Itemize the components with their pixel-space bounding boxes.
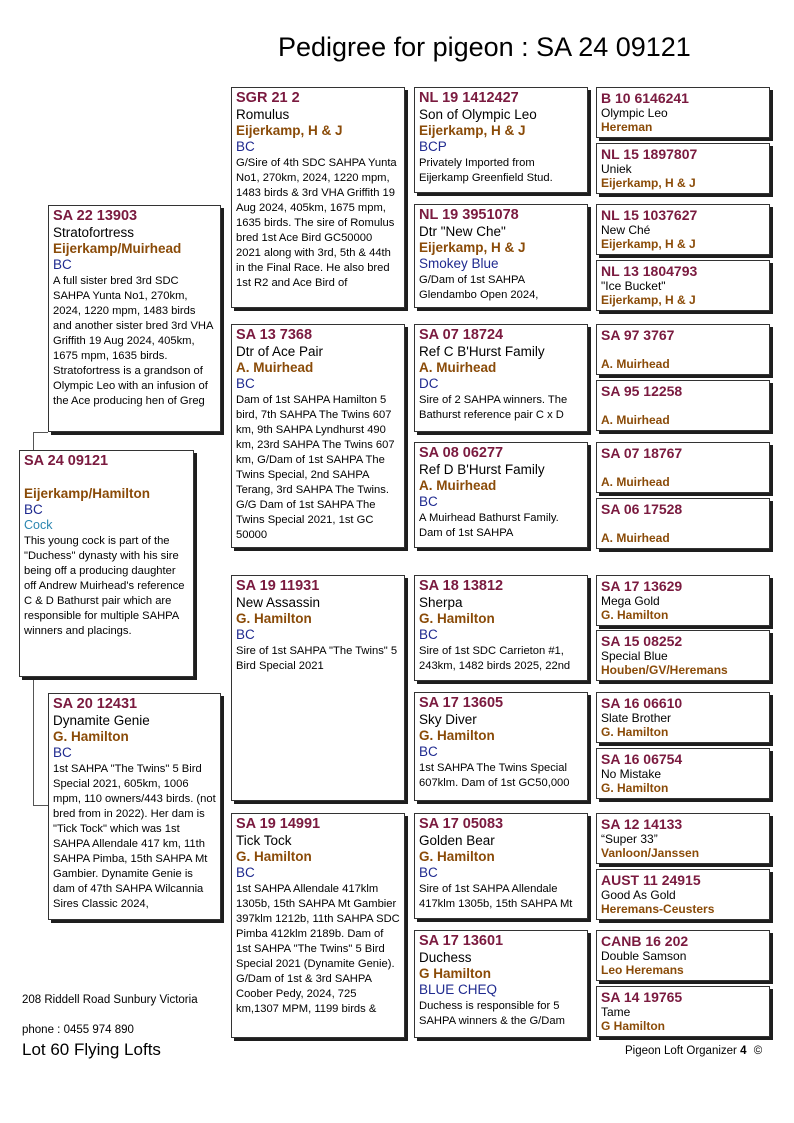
- ring-number: SA 13 7368: [236, 327, 313, 343]
- color: BCP: [419, 139, 447, 154]
- ring-number: NL 19 3951078: [419, 207, 519, 223]
- ring-number: SA 18 13812: [419, 578, 504, 594]
- subject-pigeon-card[interactable]: [19, 450, 194, 677]
- pigeon-name: Good As Gold: [601, 888, 676, 902]
- gen4-card-5[interactable]: [596, 324, 770, 375]
- ring-number: SA 97 3767: [601, 327, 675, 343]
- sds-card[interactable]: [414, 324, 588, 432]
- pigeon-name: Special Blue: [601, 649, 668, 663]
- breeder: Leo Heremans: [601, 963, 684, 977]
- ring-number: B 10 6146241: [601, 90, 689, 106]
- phone: phone : 0455 974 890: [22, 1024, 134, 1036]
- pigeon-name: [24, 470, 189, 486]
- pigeon-name: [601, 461, 765, 475]
- breeder: Eijerkamp, H & J: [601, 176, 696, 190]
- sdd-card[interactable]: [414, 442, 588, 548]
- ring-number: AUST 11 24915: [601, 872, 701, 888]
- page-number: 4: [740, 1045, 747, 1057]
- address: 208 Riddell Road Sunbury Victoria: [22, 994, 198, 1006]
- color: BLUE CHEQ: [419, 982, 498, 997]
- breeder: G. Hamilton: [236, 849, 312, 864]
- pigeon-name: Golden Bear: [419, 833, 495, 848]
- ring-number: SA 19 14991: [236, 816, 321, 832]
- gen4-card-12[interactable]: [596, 748, 770, 799]
- ring-number: SA 24 09121: [24, 453, 109, 469]
- gen4-card-10[interactable]: [596, 630, 770, 681]
- dam-card[interactable]: [48, 693, 221, 920]
- ring-number: SA 06 17528: [601, 501, 683, 517]
- notes: A Muirhead Bathurst Family. Dam of 1st SAHPA: [419, 512, 559, 539]
- ring-number: SA 16 06610: [601, 695, 683, 711]
- sire-dam-card[interactable]: [231, 324, 405, 548]
- gen4-card-14[interactable]: [596, 869, 770, 920]
- pigeon-name: Double Samson: [601, 949, 687, 963]
- breeder: G. Hamilton: [601, 608, 669, 622]
- gen4-card-13[interactable]: [596, 813, 770, 864]
- color: BC: [419, 494, 438, 509]
- notes: 1st SAHPA "The Twins" 5 Bird Special 2021, 605km, 1006 mpm, 110 owners/443 birds. (not bred from in 2022). Her dam is "Tick Tock" which was 1st SAHPA Allendale 417 km, 11th SAHPA Pimba, 15th SAHPA Mt Gambier. Dynamite Genie is dam of 47th SAHPA Wilcannia Sires Classic 2024,: [53, 763, 216, 910]
- notes: G/Dam of 1st SAHPA Glendambo Open 2024,: [419, 274, 539, 301]
- pigeon-name: Olympic Leo: [601, 106, 668, 120]
- color: BC: [236, 139, 255, 154]
- breeder: Hereman: [601, 120, 653, 134]
- color: BC: [53, 745, 72, 760]
- ring-number: NL 15 1037627: [601, 207, 698, 223]
- notes: G/Sire of 4th SDC SAHPA Yunta No1, 270km, 2024, 1220 mpm, 1483 birds & 3rd VHA Griffith 19 Aug 2024, 405km, 1675 mpm, 1635 birds. The sire of Romulus bred 1st Ace Bird GC50000 2021 along with 3rd, 5th & 44th in the Final Race. He also bred 1st R2 and Ace Bird of: [236, 157, 397, 289]
- breeder: Heremans-Ceusters: [601, 902, 715, 916]
- tree-line-sire-h: [33, 432, 48, 433]
- pigeon-name: Romulus: [236, 107, 290, 122]
- pigeon-name: "Ice Bucket": [601, 279, 666, 293]
- breeder: G. Hamilton: [601, 725, 669, 739]
- ring-number: SA 14 19765: [601, 989, 683, 1005]
- sire-sire-card[interactable]: [231, 87, 405, 308]
- breeder: A. Muirhead: [601, 531, 670, 545]
- sss-card[interactable]: [414, 87, 588, 193]
- notes: Sire of 1st SAHPA Allendale 417klm 1305b, 15th SAHPA Mt: [419, 883, 573, 910]
- notes: 1st SAHPA Allendale 417klm 1305b, 15th SAHPA Mt Gambier 397klm 1212b, 11th SAHPA SDC Pimba 412klm 2189b. Dam of 1st SAHPA "The Twins" 5 Bird Special 2021 (Dynamite Genie). G/Dam of 1st & 3rd SAHPA Coober Pedy, 2024, 725 km,1307 MPM, 1199 birds &: [236, 883, 400, 1015]
- dam-sire-card[interactable]: [231, 575, 405, 801]
- ring-number: SGR 21 2: [236, 90, 300, 106]
- gen4-card-2[interactable]: [596, 143, 770, 194]
- pigeon-name: Ref D B'Hurst Family: [419, 462, 545, 477]
- notes: Privately Imported from Eijerkamp Greenfield Stud.: [419, 157, 553, 184]
- tree-line-dam-h: [33, 805, 48, 806]
- pigeon-name: Dtr of Ace Pair: [236, 344, 324, 359]
- color: DC: [419, 376, 439, 391]
- ring-number: SA 17 05083: [419, 816, 504, 832]
- pigeon-name: No Mistake: [601, 767, 662, 781]
- pigeon-name: Slate Brother: [601, 711, 672, 725]
- ring-number: SA 16 06754: [601, 751, 683, 767]
- gen4-card-1[interactable]: [596, 87, 770, 138]
- breeder: G. Hamilton: [419, 849, 495, 864]
- color: BC: [419, 627, 438, 642]
- breeder: Eijerkamp, H & J: [236, 123, 343, 138]
- color: BC: [419, 744, 438, 759]
- tree-line-dam: [33, 677, 34, 805]
- pigeon-name: Uniek: [601, 162, 632, 176]
- color: Smokey Blue: [419, 256, 499, 271]
- ring-number: SA 17 13605: [419, 695, 504, 711]
- ssd-card[interactable]: [414, 204, 588, 308]
- breeder: Eijerkamp/Muirhead: [53, 241, 182, 256]
- gen4-card-16[interactable]: [596, 986, 770, 1037]
- color: BC: [236, 865, 255, 880]
- ring-number: SA 12 14133: [601, 816, 683, 832]
- notes: Sire of 1st SDC Carrieton #1, 243km, 1482 birds 2025, 22nd: [419, 645, 571, 672]
- ring-number: SA 17 13601: [419, 933, 504, 949]
- ring-number: SA 20 12431: [53, 696, 138, 712]
- ring-number: SA 19 11931: [236, 578, 320, 594]
- breeder: Houben/GV/Heremans: [601, 663, 728, 677]
- ring-number: SA 22 13903: [53, 208, 138, 224]
- ring-number: SA 17 13629: [601, 578, 683, 594]
- dsd-card[interactable]: [414, 692, 588, 801]
- pigeon-name: Tick Tock: [236, 833, 292, 848]
- ring-number: SA 95 12258: [601, 383, 683, 399]
- ring-number: SA 07 18724: [419, 327, 504, 343]
- gen4-card-7[interactable]: [596, 442, 770, 493]
- pigeon-name: Tame: [601, 1005, 631, 1019]
- page-title: Pedigree for pigeon : SA 24 09121: [278, 32, 691, 62]
- sex: Cock: [24, 518, 53, 532]
- color: BC: [24, 502, 43, 517]
- ring-number: NL 15 1897807: [601, 146, 698, 162]
- pigeon-name: Sky Diver: [419, 712, 477, 727]
- breeder: G Hamilton: [601, 1019, 666, 1033]
- notes: Dam of 1st SAHPA Hamilton 5 bird, 7th SAHPA The Twins 607 km, 9th SAHPA Lyndhurst 490 km, 23rd SAHPA The Twins 607 km, G/Dam of 1st SAHPA The Twins Special, 2nd SAHPA Terang, 3rd SAHPA The Twins. G/G Dam of 1st SAHPA The Twins Special 2021, 1st GC 50000: [236, 394, 395, 541]
- breeder: Eijerkamp, H & J: [419, 240, 526, 255]
- breeder: G. Hamilton: [236, 611, 312, 626]
- sire-card[interactable]: [48, 205, 221, 432]
- notes: Sire of 2 SAHPA winners. The Bathurst reference pair C x D: [419, 394, 568, 421]
- gen4-card-8[interactable]: [596, 498, 770, 549]
- tree-line-sire: [33, 432, 34, 450]
- gen4-card-15[interactable]: [596, 930, 770, 981]
- pigeon-name: Dtr "New Che": [419, 224, 506, 239]
- color: BC: [236, 627, 255, 642]
- breeder: G. Hamilton: [419, 728, 495, 743]
- pigeon-name: [601, 343, 765, 357]
- ddd-card[interactable]: [414, 930, 588, 1038]
- pigeon-name: “Super 33”: [601, 832, 658, 846]
- pigeon-name: Son of Olympic Leo: [419, 107, 537, 122]
- breeder: A. Muirhead: [601, 413, 670, 427]
- breeder: G. Hamilton: [419, 611, 495, 626]
- ring-number: NL 13 1804793: [601, 263, 698, 279]
- notes: Duchess is responsible for 5 SAHPA winners & the G/Dam: [419, 1000, 565, 1027]
- breeder: Eijerkamp, H & J: [601, 293, 696, 307]
- pigeon-name: Ref C B'Hurst Family: [419, 344, 545, 359]
- pigeon-name: Mega Gold: [601, 594, 660, 608]
- ring-number: CANB 16 202: [601, 933, 689, 949]
- gen4-card-3[interactable]: [596, 204, 770, 255]
- breeder: Vanloon/Janssen: [601, 846, 700, 860]
- notes: This young cock is part of the "Duchess" dynasty with his sire being off a producing daughter off Andrew Muirhead's reference C & D Bathurst pair which are responsible for multiple SAHPA winners and placings.: [24, 535, 185, 637]
- breeder: Eijerkamp/Hamilton: [24, 486, 151, 501]
- organizer-name: Pigeon Loft Organizer: [625, 1045, 737, 1057]
- dam-dam-card[interactable]: [231, 813, 405, 1038]
- breeder: Eijerkamp, H & J: [601, 237, 696, 251]
- breeder: G. Hamilton: [601, 781, 669, 795]
- pigeon-name: Duchess: [419, 950, 472, 965]
- ring-number: SA 08 06277: [419, 445, 504, 461]
- breeder: A. Muirhead: [419, 360, 497, 375]
- breeder: A. Muirhead: [419, 478, 497, 493]
- organizer-credit: [625, 1045, 762, 1057]
- pigeon-name: New Ché: [601, 223, 651, 237]
- pigeon-name: Dynamite Genie: [53, 713, 150, 728]
- copyright-icon: ©: [753, 1045, 763, 1057]
- pigeon-name: Stratofortress: [53, 225, 135, 240]
- gen4-card-11[interactable]: [596, 692, 770, 743]
- notes: Sire of 1st SAHPA "The Twins" 5 Bird Special 2021: [236, 645, 398, 672]
- ring-number: NL 19 1412427: [419, 90, 519, 106]
- pigeon-name: [601, 517, 765, 531]
- notes: 1st SAHPA The Twins Special 607klm. Dam of 1st GC50,000: [419, 762, 570, 789]
- color: BC: [236, 376, 255, 391]
- breeder: G Hamilton: [419, 966, 492, 981]
- pigeon-name: [601, 399, 765, 413]
- gen4-card-9[interactable]: [596, 575, 770, 626]
- pigeon-name: New Assassin: [236, 595, 321, 610]
- breeder: A. Muirhead: [236, 360, 314, 375]
- dss-card[interactable]: [414, 575, 588, 681]
- color: BC: [53, 257, 72, 272]
- loft-name: Lot 60 Flying Lofts: [22, 1040, 161, 1059]
- breeder: Eijerkamp, H & J: [419, 123, 526, 138]
- gen4-card-4[interactable]: [596, 260, 770, 311]
- pigeon-name: Sherpa: [419, 595, 463, 610]
- breeder: G. Hamilton: [53, 729, 129, 744]
- ring-number: SA 07 18767: [601, 445, 683, 461]
- gen4-card-6[interactable]: [596, 380, 770, 431]
- dds-card[interactable]: [414, 813, 588, 919]
- ring-number: SA 15 08252: [601, 633, 683, 649]
- color: BC: [419, 865, 438, 880]
- breeder: A. Muirhead: [601, 475, 670, 489]
- notes: A full sister bred 3rd SDC SAHPA Yunta No1, 270km, 2024, 1220 mpm, 1483 birds and another sister bred 3rd VHA Griffith 19 Aug 2024, 405km, 1675 mpm, 1635 birds. Stratofortress is a grandson of Olympic Leo with an infusion of the Ace producing hen of Greg: [53, 275, 213, 407]
- breeder: A. Muirhead: [601, 357, 670, 371]
